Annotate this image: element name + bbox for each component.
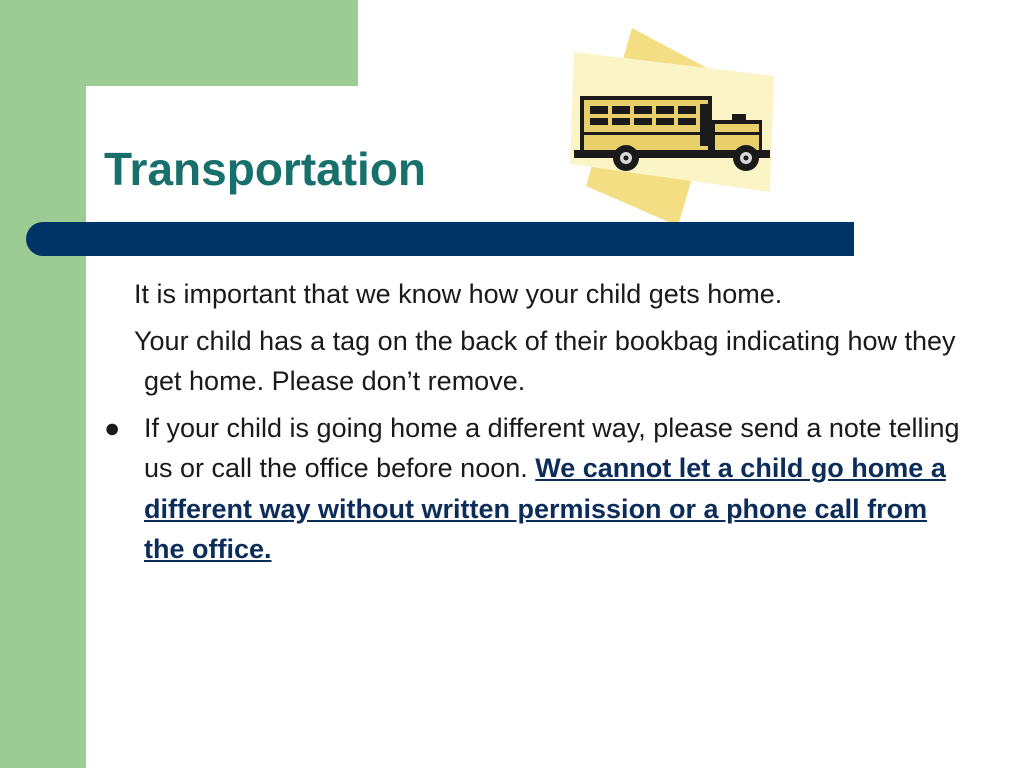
bullet-emphasis: We cannot let a child go home a different way without written permission or a phone call from the office. <box>144 453 946 564</box>
school-bus-icon <box>560 22 780 234</box>
bullet-marker: ● <box>104 412 121 443</box>
body-paragraph: Your child has a tag on the back of their bookbag indicating how they get home. Please don’t remove. <box>134 325 956 396</box>
body-paragraph: It is important that we know how your child gets home. <box>134 279 783 309</box>
bullet-item <box>104 408 964 570</box>
green-side-band <box>0 0 86 768</box>
bullet-text: If your child is going home a different way, please send a note telling us or call the office before noon. <box>144 412 960 483</box>
slide-body <box>104 274 964 570</box>
title-divider-bar <box>26 222 854 256</box>
green-top-band <box>0 0 358 86</box>
slide-title: Transportation <box>104 143 427 195</box>
